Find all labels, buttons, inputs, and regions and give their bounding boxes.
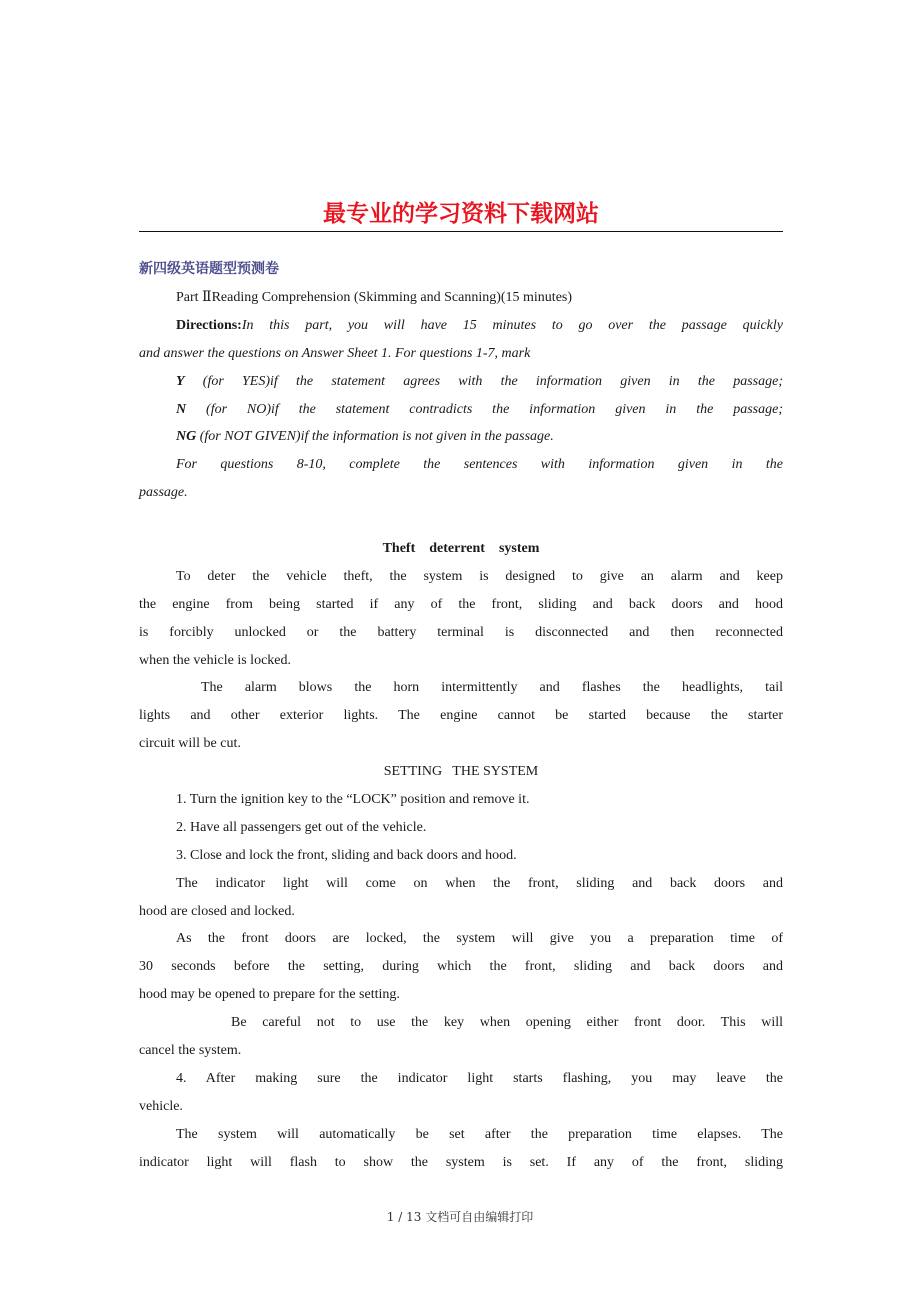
site-title: 最专业的学习资料下载网站 [323,201,599,227]
no-text: (for NO)if the statement contradicts the information given in the passage; [186,401,783,417]
paragraph-line: circuit will be cut. [139,736,241,752]
directions-line-2: and answer the questions on Answer Sheet 1. For questions 1-7, mark [139,345,531,361]
paragraph-line: hood are closed and locked. [139,903,295,919]
part-heading: Part ⅡReading Comprehension (Skimming and Scanning)(15 minutes) [176,290,573,305]
directions-q8-line-2: passage. [139,485,188,501]
page-indicator: 1 / 13 [386,1210,422,1224]
paragraph-line: vehicle. [139,1098,183,1114]
paragraph-line: To deter the vehicle theft, the system is designed to give an alarm and keep [176,568,783,584]
document-body [139,284,783,1177]
paragraph-line: 30 seconds before the setting, during which the front, sliding and back doors and [139,959,783,975]
section-heading: SETTING THE SYSTEM [383,764,539,780]
step-item: 3. Close and lock the front, sliding and back doors and hood. [176,847,517,863]
paragraph-line: The indicator light will come on when the front, sliding and back doors and [176,875,783,891]
paragraph-line: indicator light will flash to show the system is set. If any of the front, sliding [139,1154,783,1170]
directions-not-given [139,423,783,451]
directions-no [139,396,783,424]
spacer [139,507,783,535]
footer-note: 文档可自由编辑打印 [425,1210,534,1224]
directions-line-1 [139,312,783,340]
paragraph-line: The alarm blows the horn intermittently and flashes the headlights, tail [201,680,783,696]
paragraph-line: when the vehicle is locked. [139,652,292,668]
paragraph-line: the engine from being started if any of the front, sliding and back doors and hood [139,596,783,612]
page-footer [0,1208,920,1225]
passage-title: Theft deterrent system [382,541,540,557]
paragraph-line: hood may be opened to prepare for the setting. [139,987,400,1003]
paragraph-line: The system will automatically be set after the preparation time elapses. The [176,1126,783,1142]
directions-label: Directions: [176,317,242,333]
step-item: 2. Have all passengers get out of the vehicle. [176,819,427,835]
exam-subtitle: 新四级英语题型预测卷 [139,261,279,277]
header-divider [139,231,783,232]
paragraph-line: lights and other exterior lights. The engine cannot be started because the starter [139,708,783,724]
paragraph-line: As the front doors are locked, the system will give you a preparation time of [176,931,783,947]
no-key: N [176,401,187,417]
directions-text-1: In this part, you will have 15 minutes to go over the passage quickly [241,317,783,333]
step-item: 1. Turn the ignition key to the “LOCK” position and remove it. [176,792,530,808]
not-given-key: NG [176,429,197,445]
directions-yes [139,368,783,396]
paragraph-line: cancel the system. [139,1043,242,1059]
yes-text: (for YES)if the statement agrees with the information given in the passage; [184,373,783,389]
paragraph-line: is forcibly unlocked or the battery terminal is disconnected and then reconnected [139,624,783,640]
not-given-text: (for NOT GIVEN)if the information is not given in the passage. [196,429,554,445]
step-item: 4. After making sure the indicator light starts flashing, you may leave the [176,1070,783,1086]
paragraph-line: Be careful not to use the key when opening either front door. This will [231,1015,783,1031]
directions-q8-line-1: For questions 8-10, complete the sentences with information given in the [176,457,783,473]
yes-key: Y [176,373,185,389]
